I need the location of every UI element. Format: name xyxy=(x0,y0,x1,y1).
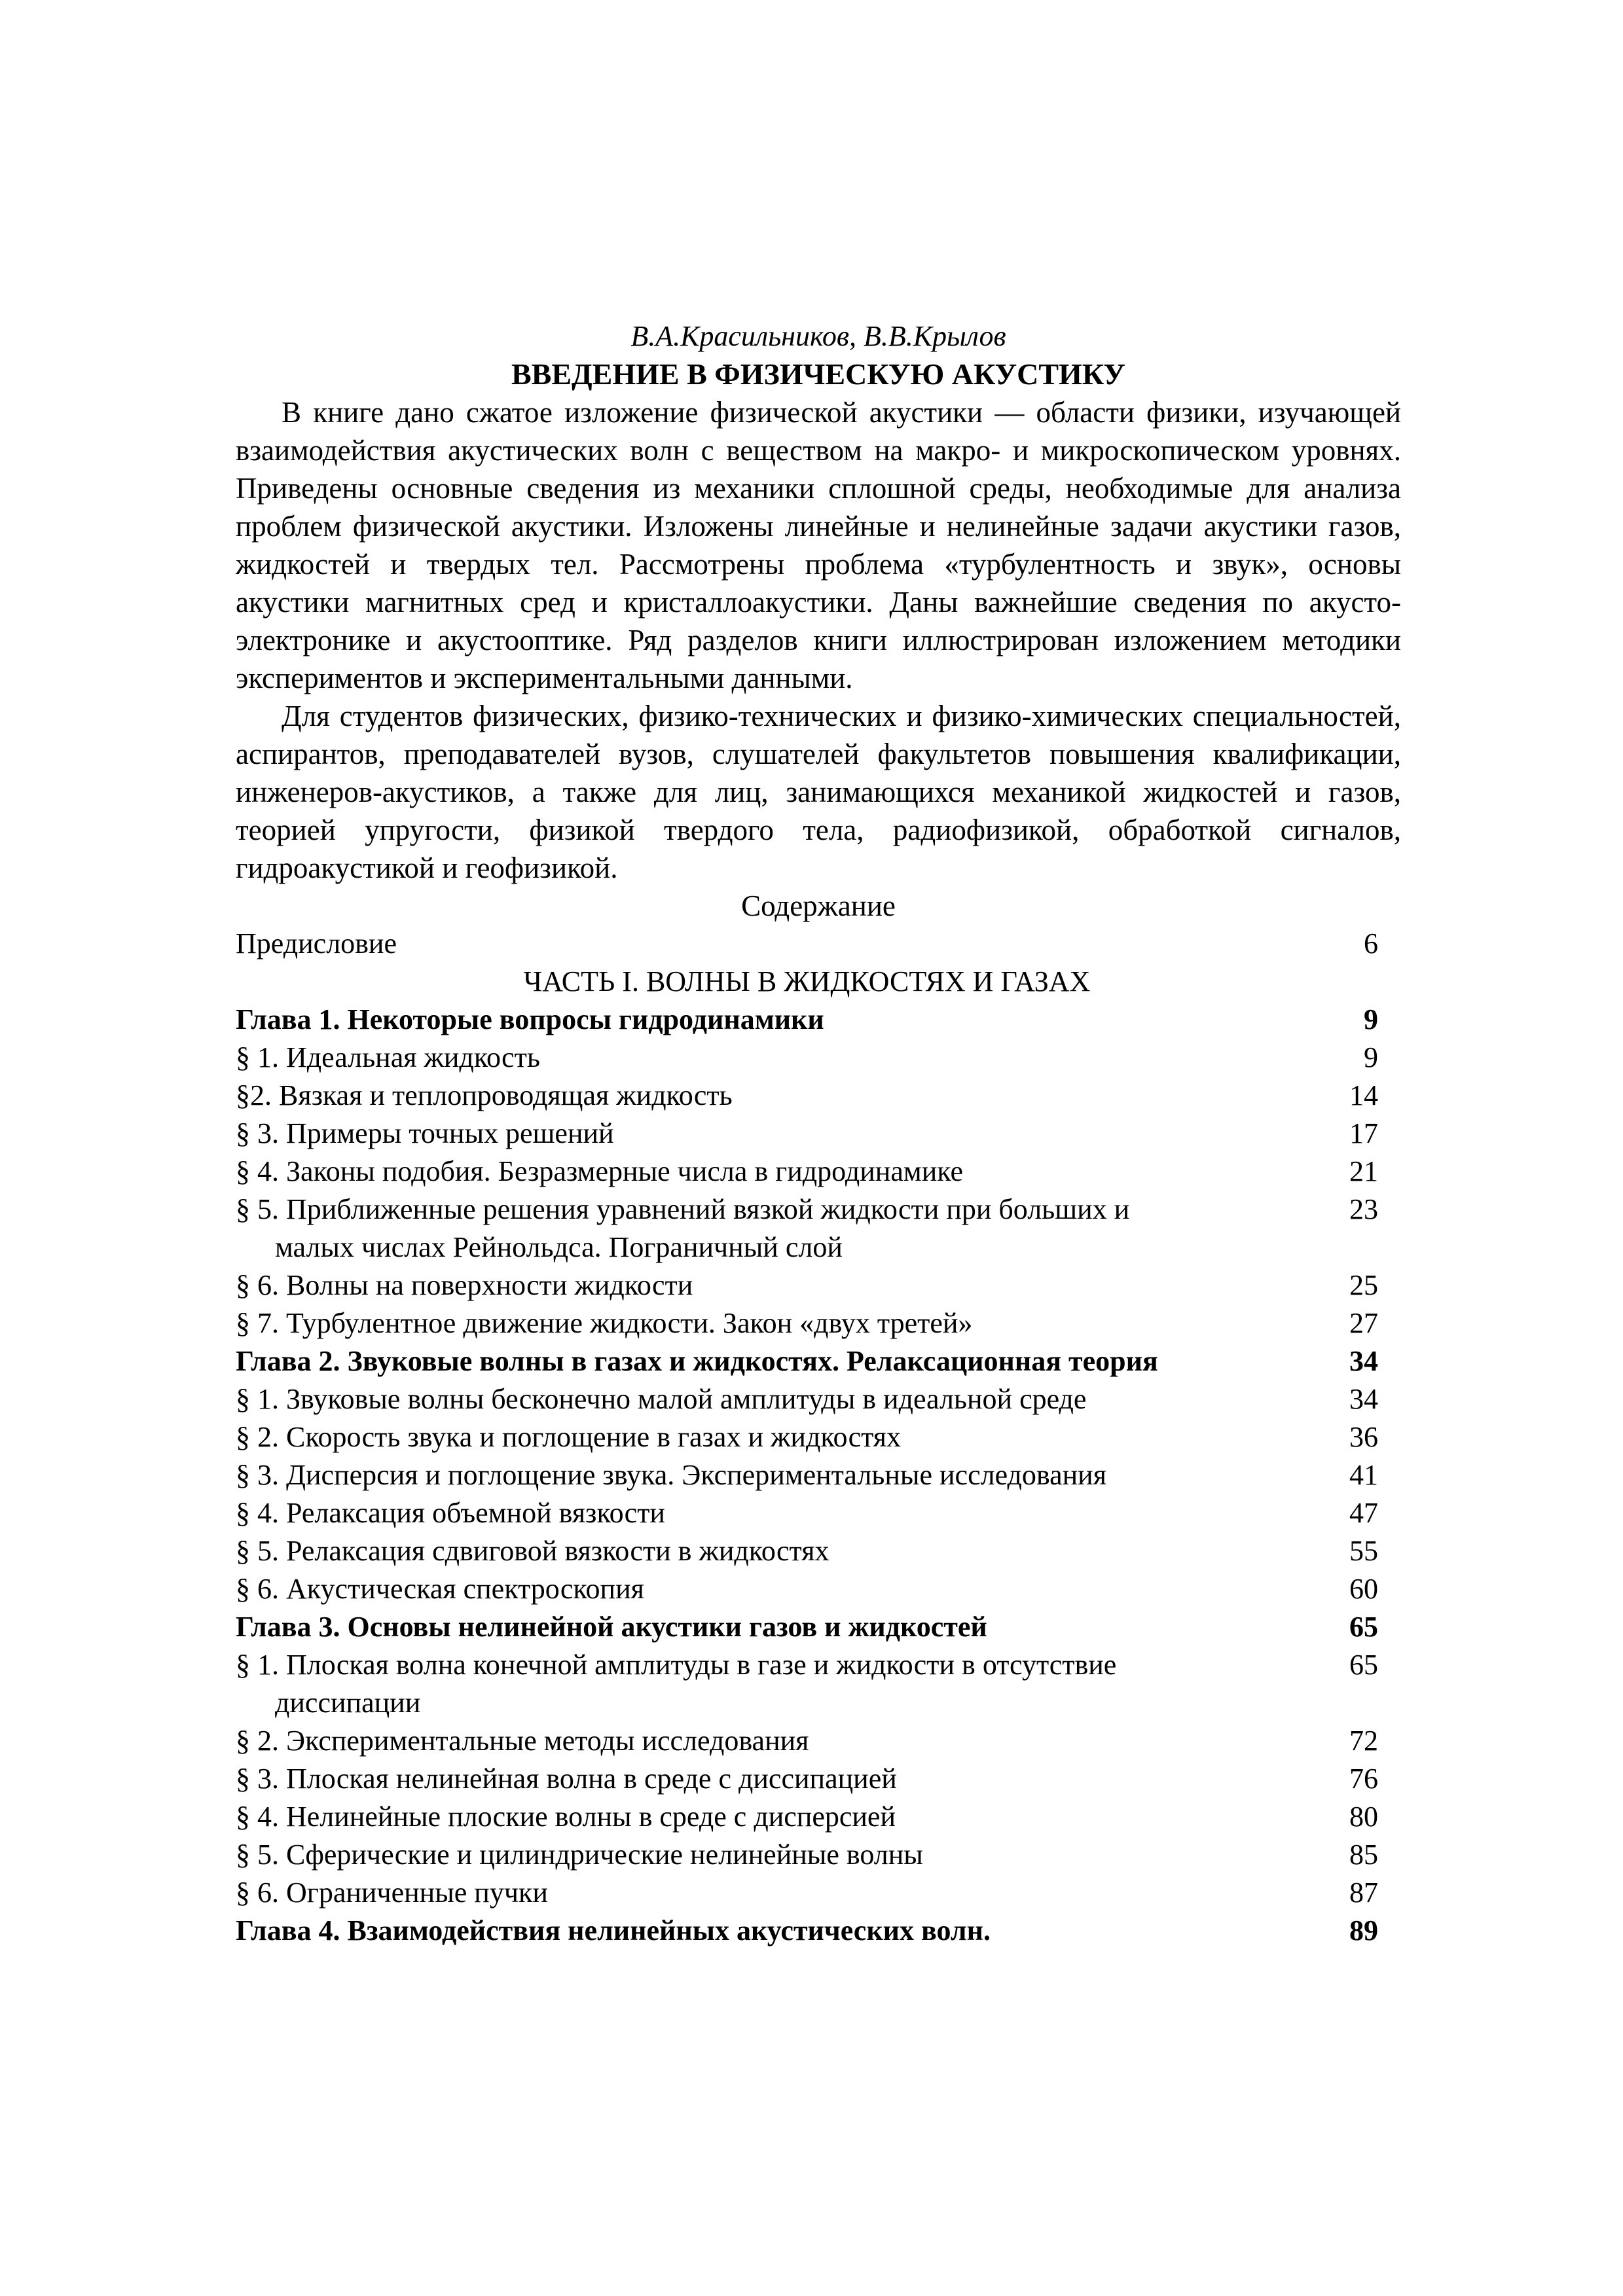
toc-row xyxy=(236,1380,1378,1418)
toc-entry-text: § 6. Ограниченные пучки xyxy=(236,1876,548,1909)
annotation-paragraph-1: В книге дано сжатое изложение физической акустики — области физики, изучающей взаимодействия акустических волн с веществом на макро- и микроскопическом уровнях. Приведены основные сведения из механики сплошной среды, необходимые для анализа проблем физической акустики. Изложены линейные и нелинейные задачи акустики газов, жидкостей и твердых тел. Рассмотрены проблема «турбулентность и звук», основы акустики магнитных сред и кристаллоакустики. Даны важнейшие сведения по акусто-электронике и акустооптике. Ряд разделов книги иллюстрирован изложением методики экспериментов и экспериментальными данными. xyxy=(236,396,1401,694)
toc-entry-text: § 3. Примеры точных решений xyxy=(236,1117,614,1149)
toc-row xyxy=(236,1191,1378,1266)
toc-entry-line-1: § 1. Плоская волна конечной амплитуды в газе и жидкости в отсутствие xyxy=(236,1649,1117,1681)
toc-entry-text: § 6. Акустическая спектроскопия xyxy=(236,1573,644,1605)
toc-page-number: 6 xyxy=(1364,927,1378,960)
toc-page-number: 76 xyxy=(1349,1763,1378,1795)
toc-entry-text: § 6. Волны на поверхности жидкости xyxy=(236,1269,693,1301)
toc-entry-text: § 1. Идеальная жидкость xyxy=(236,1041,540,1073)
toc-row xyxy=(236,1494,1378,1532)
toc-row xyxy=(236,1153,1378,1191)
toc-row xyxy=(236,1646,1378,1722)
toc-page-number: 14 xyxy=(1349,1079,1378,1111)
toc-page-number: 34 xyxy=(1349,1383,1378,1415)
toc-row-chapter-2 xyxy=(236,1342,1378,1380)
toc-row xyxy=(236,1722,1378,1760)
toc-row xyxy=(236,1456,1378,1494)
book-page xyxy=(236,317,1401,1950)
toc-page-number: 80 xyxy=(1349,1801,1378,1833)
toc-row xyxy=(236,1760,1378,1798)
toc-entry-text: Глава 3. Основы нелинейной акустики газов и жидкостей xyxy=(236,1611,987,1643)
toc-page-number: 60 xyxy=(1349,1573,1378,1605)
toc-row-chapter-4 xyxy=(236,1912,1378,1950)
toc-row xyxy=(236,1532,1378,1570)
toc-row xyxy=(236,1798,1378,1836)
toc-row xyxy=(236,1039,1378,1077)
toc-page-number: 36 xyxy=(1349,1421,1378,1453)
toc-page-number: 65 xyxy=(1349,1649,1378,1681)
toc-row xyxy=(236,1304,1378,1342)
toc-row xyxy=(236,1115,1378,1153)
toc-entry-line-2: диссипации xyxy=(275,1687,421,1719)
toc-entry-text: § 1. Звуковые волны бесконечно малой амплитуды в идеальной среде xyxy=(236,1383,1087,1415)
toc-row xyxy=(236,1266,1378,1304)
toc-entry-text: § 5. Релаксация сдвиговой вязкости в жидкостях xyxy=(236,1535,830,1567)
toc-entry-text: § 2. Скорость звука и поглощение в газах и жидкостях xyxy=(236,1421,901,1453)
toc-page-number: 55 xyxy=(1349,1535,1378,1567)
toc-entry-text: § 5. Сферические и цилиндрические нелинейные волны xyxy=(236,1839,923,1871)
toc-entry-text: § 4. Законы подобия. Безразмерные числа в гидродинамике xyxy=(236,1155,964,1187)
toc-row xyxy=(236,1570,1378,1608)
toc-page-number: 41 xyxy=(1349,1459,1378,1491)
toc-page-number: 34 xyxy=(1349,1345,1378,1377)
toc-part-heading: ЧАСТЬ I. ВОЛНЫ В ЖИДКОСТЯХ И ГАЗАХ xyxy=(523,965,1091,997)
toc-entry-text: § 4. Нелинейные плоские волны в среде с дисперсией xyxy=(236,1801,896,1833)
toc-page-number: 89 xyxy=(1349,1914,1378,1946)
toc-page-number: 27 xyxy=(1349,1307,1378,1339)
toc-entry-text: § 3. Плоская нелинейная волна в среде с диссипацией xyxy=(236,1763,897,1795)
toc-entry-text: § 4. Релаксация объемной вязкости xyxy=(236,1497,665,1529)
toc-page-number: 25 xyxy=(1349,1269,1378,1301)
toc-entry-text: Глава 1. Некоторые вопросы гидродинамики xyxy=(236,1003,824,1035)
toc-entry-text: § 2. Экспериментальные методы исследования xyxy=(236,1725,809,1757)
toc-row xyxy=(236,1874,1378,1912)
toc-page-number: 17 xyxy=(1349,1117,1378,1149)
toc-row-chapter-3 xyxy=(236,1608,1378,1646)
contents-heading: Содержание xyxy=(741,889,896,922)
toc-row xyxy=(236,1836,1378,1874)
authors: В.А.Красильников, В.В.Крылов xyxy=(630,320,1006,352)
toc-row-chapter-1 xyxy=(236,1001,1378,1039)
book-title: ВВЕДЕНИЕ В ФИЗИЧЕСКУЮ АКУСТИКУ xyxy=(511,357,1126,391)
toc-page-number: 87 xyxy=(1349,1876,1378,1909)
table-of-contents xyxy=(236,925,1378,1950)
annotation-paragraph-2: Для студентов физических, физико-технических и физико-химических специальностей, аспирантов, преподавателей вузов, слушателей факультетов повышения квалификации, инженеров-акустиков, а также для лиц, занимающихся механикой жидкостей и газов, теорией упругости, физикой твердого тела, радиофизикой, обработкой сигналов, гидроакустикой и геофизикой. xyxy=(236,700,1401,884)
toc-entry-text xyxy=(236,1191,1313,1266)
toc-page-number: 23 xyxy=(1349,1193,1378,1225)
toc-page-number: 9 xyxy=(1364,1041,1378,1073)
toc-page-number: 85 xyxy=(1349,1839,1378,1871)
toc-entry-line-2: малых числах Рейнольдса. Пограничный слой xyxy=(275,1231,843,1263)
toc-entry-line-1: § 5. Приближенные решения уравнений вязкой жидкости при больших и xyxy=(236,1193,1130,1225)
toc-row-preface xyxy=(236,925,1378,963)
toc-page-number: 65 xyxy=(1349,1611,1378,1643)
toc-entry-text: Глава 2. Звуковые волны в газах и жидкостях. Релаксационная теория xyxy=(236,1345,1158,1377)
toc-row xyxy=(236,1077,1378,1115)
toc-entry-text: § 7. Турбулентное движение жидкости. Закон «двух третей» xyxy=(236,1307,973,1339)
toc-entry-text xyxy=(236,1646,1313,1722)
toc-entry-text: § 3. Дисперсия и поглощение звука. Экспериментальные исследования xyxy=(236,1459,1106,1491)
toc-entry-text: Предисловие xyxy=(236,927,397,960)
toc-page-number: 21 xyxy=(1349,1155,1378,1187)
toc-row xyxy=(236,1418,1378,1456)
toc-page-number: 9 xyxy=(1364,1003,1378,1035)
toc-entry-text: §2. Вязкая и теплопроводящая жидкость xyxy=(236,1079,733,1111)
toc-page-number: 47 xyxy=(1349,1497,1378,1529)
toc-page-number: 72 xyxy=(1349,1725,1378,1757)
toc-entry-text: Глава 4. Взаимодействия нелинейных акустических волн. xyxy=(236,1914,991,1946)
